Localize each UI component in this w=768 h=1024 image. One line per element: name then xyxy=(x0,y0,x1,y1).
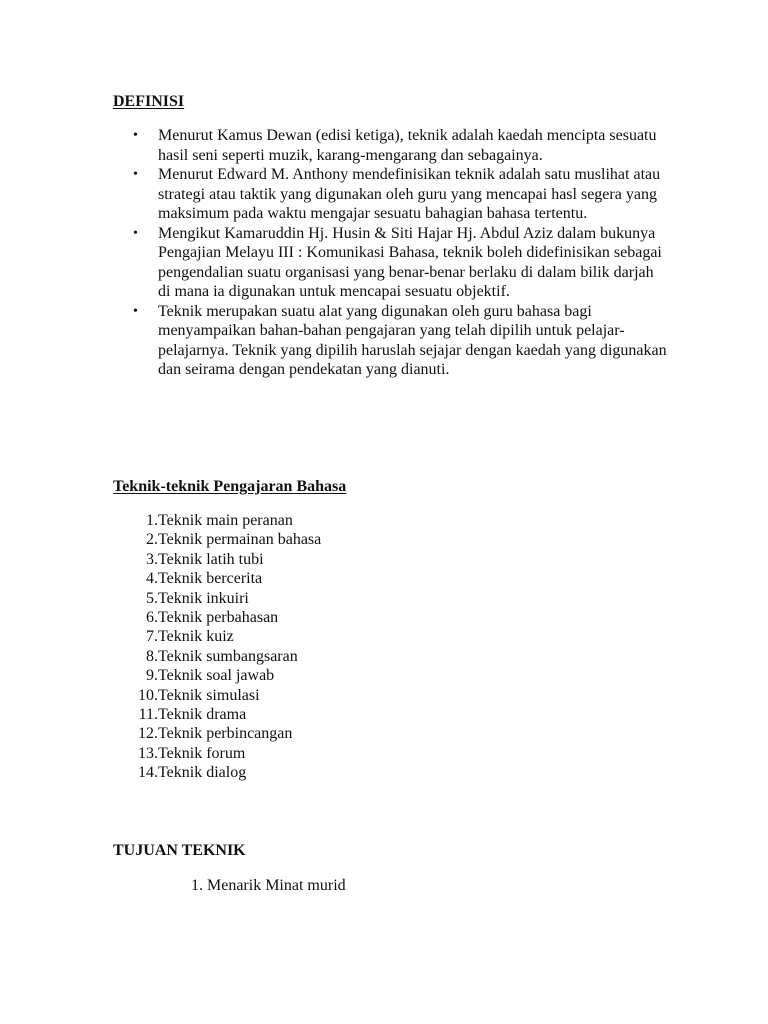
item-number: 12. xyxy=(138,725,158,743)
tujuan-heading: TUJUAN TEKNIK xyxy=(113,842,246,859)
teknik-heading: Teknik-teknik Pengajaran Bahasa xyxy=(113,478,347,495)
tujuan-numbered-list xyxy=(158,876,346,895)
item-number: 4. xyxy=(146,570,158,588)
item-number: 14. xyxy=(138,764,158,782)
list-item xyxy=(158,876,346,895)
item-label: Teknik kuiz xyxy=(158,628,234,646)
item-number: 9. xyxy=(146,667,158,685)
item-number: 3. xyxy=(146,550,158,568)
list-item xyxy=(113,589,321,608)
item-number: 11. xyxy=(138,705,158,723)
list-item xyxy=(113,608,321,627)
item-number: 1. xyxy=(191,877,203,894)
item-label: Teknik permainan bahasa xyxy=(158,531,322,549)
item-number: 8. xyxy=(146,647,158,665)
item-number: 13. xyxy=(138,744,158,762)
item-number: 10. xyxy=(138,686,158,704)
item-label: Teknik dialog xyxy=(158,764,247,782)
list-item xyxy=(113,530,321,549)
list-item xyxy=(113,569,321,588)
item-label: Teknik simulasi xyxy=(158,686,260,704)
list-item xyxy=(113,627,321,646)
list-item xyxy=(133,302,668,380)
list-item xyxy=(133,224,668,302)
item-label: Teknik drama xyxy=(158,705,247,723)
definisi-item-text: Menurut Kamus Dewan (edisi ketiga), teknik adalah kaedah mencipta sesuatu hasil seni seperti muzik, karang-mengarang dan sebagainya. xyxy=(158,127,657,164)
bullet-icon: • xyxy=(133,225,138,241)
item-label: Teknik soal jawab xyxy=(158,667,275,685)
bullet-icon: • xyxy=(133,303,138,319)
list-item xyxy=(133,126,668,165)
bullet-icon: • xyxy=(133,167,138,182)
definisi-item-text: Menurut Edward M. Anthony mendefinisikan teknik adalah satu muslihat atau strategi atau taktik yang digunakan oleh guru yang mencapai hasl segera yang maksimum pada waktu mengajar sesuatu bahagian bahasa tertentu. xyxy=(158,166,661,222)
item-label: Teknik forum xyxy=(158,744,246,762)
teknik-numbered-list xyxy=(113,511,321,782)
item-number: 7. xyxy=(146,628,158,646)
list-item xyxy=(113,705,321,724)
definisi-item-text: Teknik merupakan suatu alat yang digunakan oleh guru bahasa bagi menyampaikan bahan-bahan pengajaran yang telah dipilih untuk pelajar-pelajarnya. Teknik yang dipilih haruslah sejajar dengan kaedah yang digunakan dan seirama dengan pendekatan yang dianuti. xyxy=(158,302,667,378)
definisi-item-text: Mengikut Kamaruddin Hj. Husin & Siti Hajar Hj. Abdul Aziz dalam bukunya Pengajian Melayu III : Komunikasi Bahasa, teknik boleh didefinisikan sebagai pengendalian suatu organisasi yang benar-benar berlaku di dalam bilik darjah di mana ia digunakan untuk mencapai sesuatu objektif. xyxy=(158,224,662,300)
definisi-heading: DEFINISI xyxy=(113,93,185,110)
item-label: Teknik latih tubi xyxy=(158,550,264,568)
list-item xyxy=(133,165,668,224)
item-number: 1. xyxy=(146,512,158,529)
item-label: Menarik Minat murid xyxy=(207,877,346,894)
list-item xyxy=(113,550,321,569)
item-label: Teknik perbahasan xyxy=(158,608,279,626)
item-label: Teknik inkuiri xyxy=(158,589,249,607)
item-label: Teknik main peranan xyxy=(158,512,293,529)
item-number: 2. xyxy=(146,531,158,549)
item-label: Teknik bercerita xyxy=(158,570,263,588)
list-item xyxy=(113,724,321,743)
list-item xyxy=(113,647,321,666)
item-label: Teknik perbincangan xyxy=(158,725,293,743)
item-label: Teknik sumbangsaran xyxy=(158,647,298,665)
list-item xyxy=(113,763,321,782)
bullet-icon: • xyxy=(133,128,138,143)
item-number: 6. xyxy=(146,608,158,626)
list-item xyxy=(113,511,321,530)
list-item xyxy=(113,686,321,705)
list-item xyxy=(113,666,321,685)
list-item xyxy=(113,744,321,763)
definisi-bullet-list xyxy=(133,126,668,380)
item-number: 5. xyxy=(146,589,158,607)
